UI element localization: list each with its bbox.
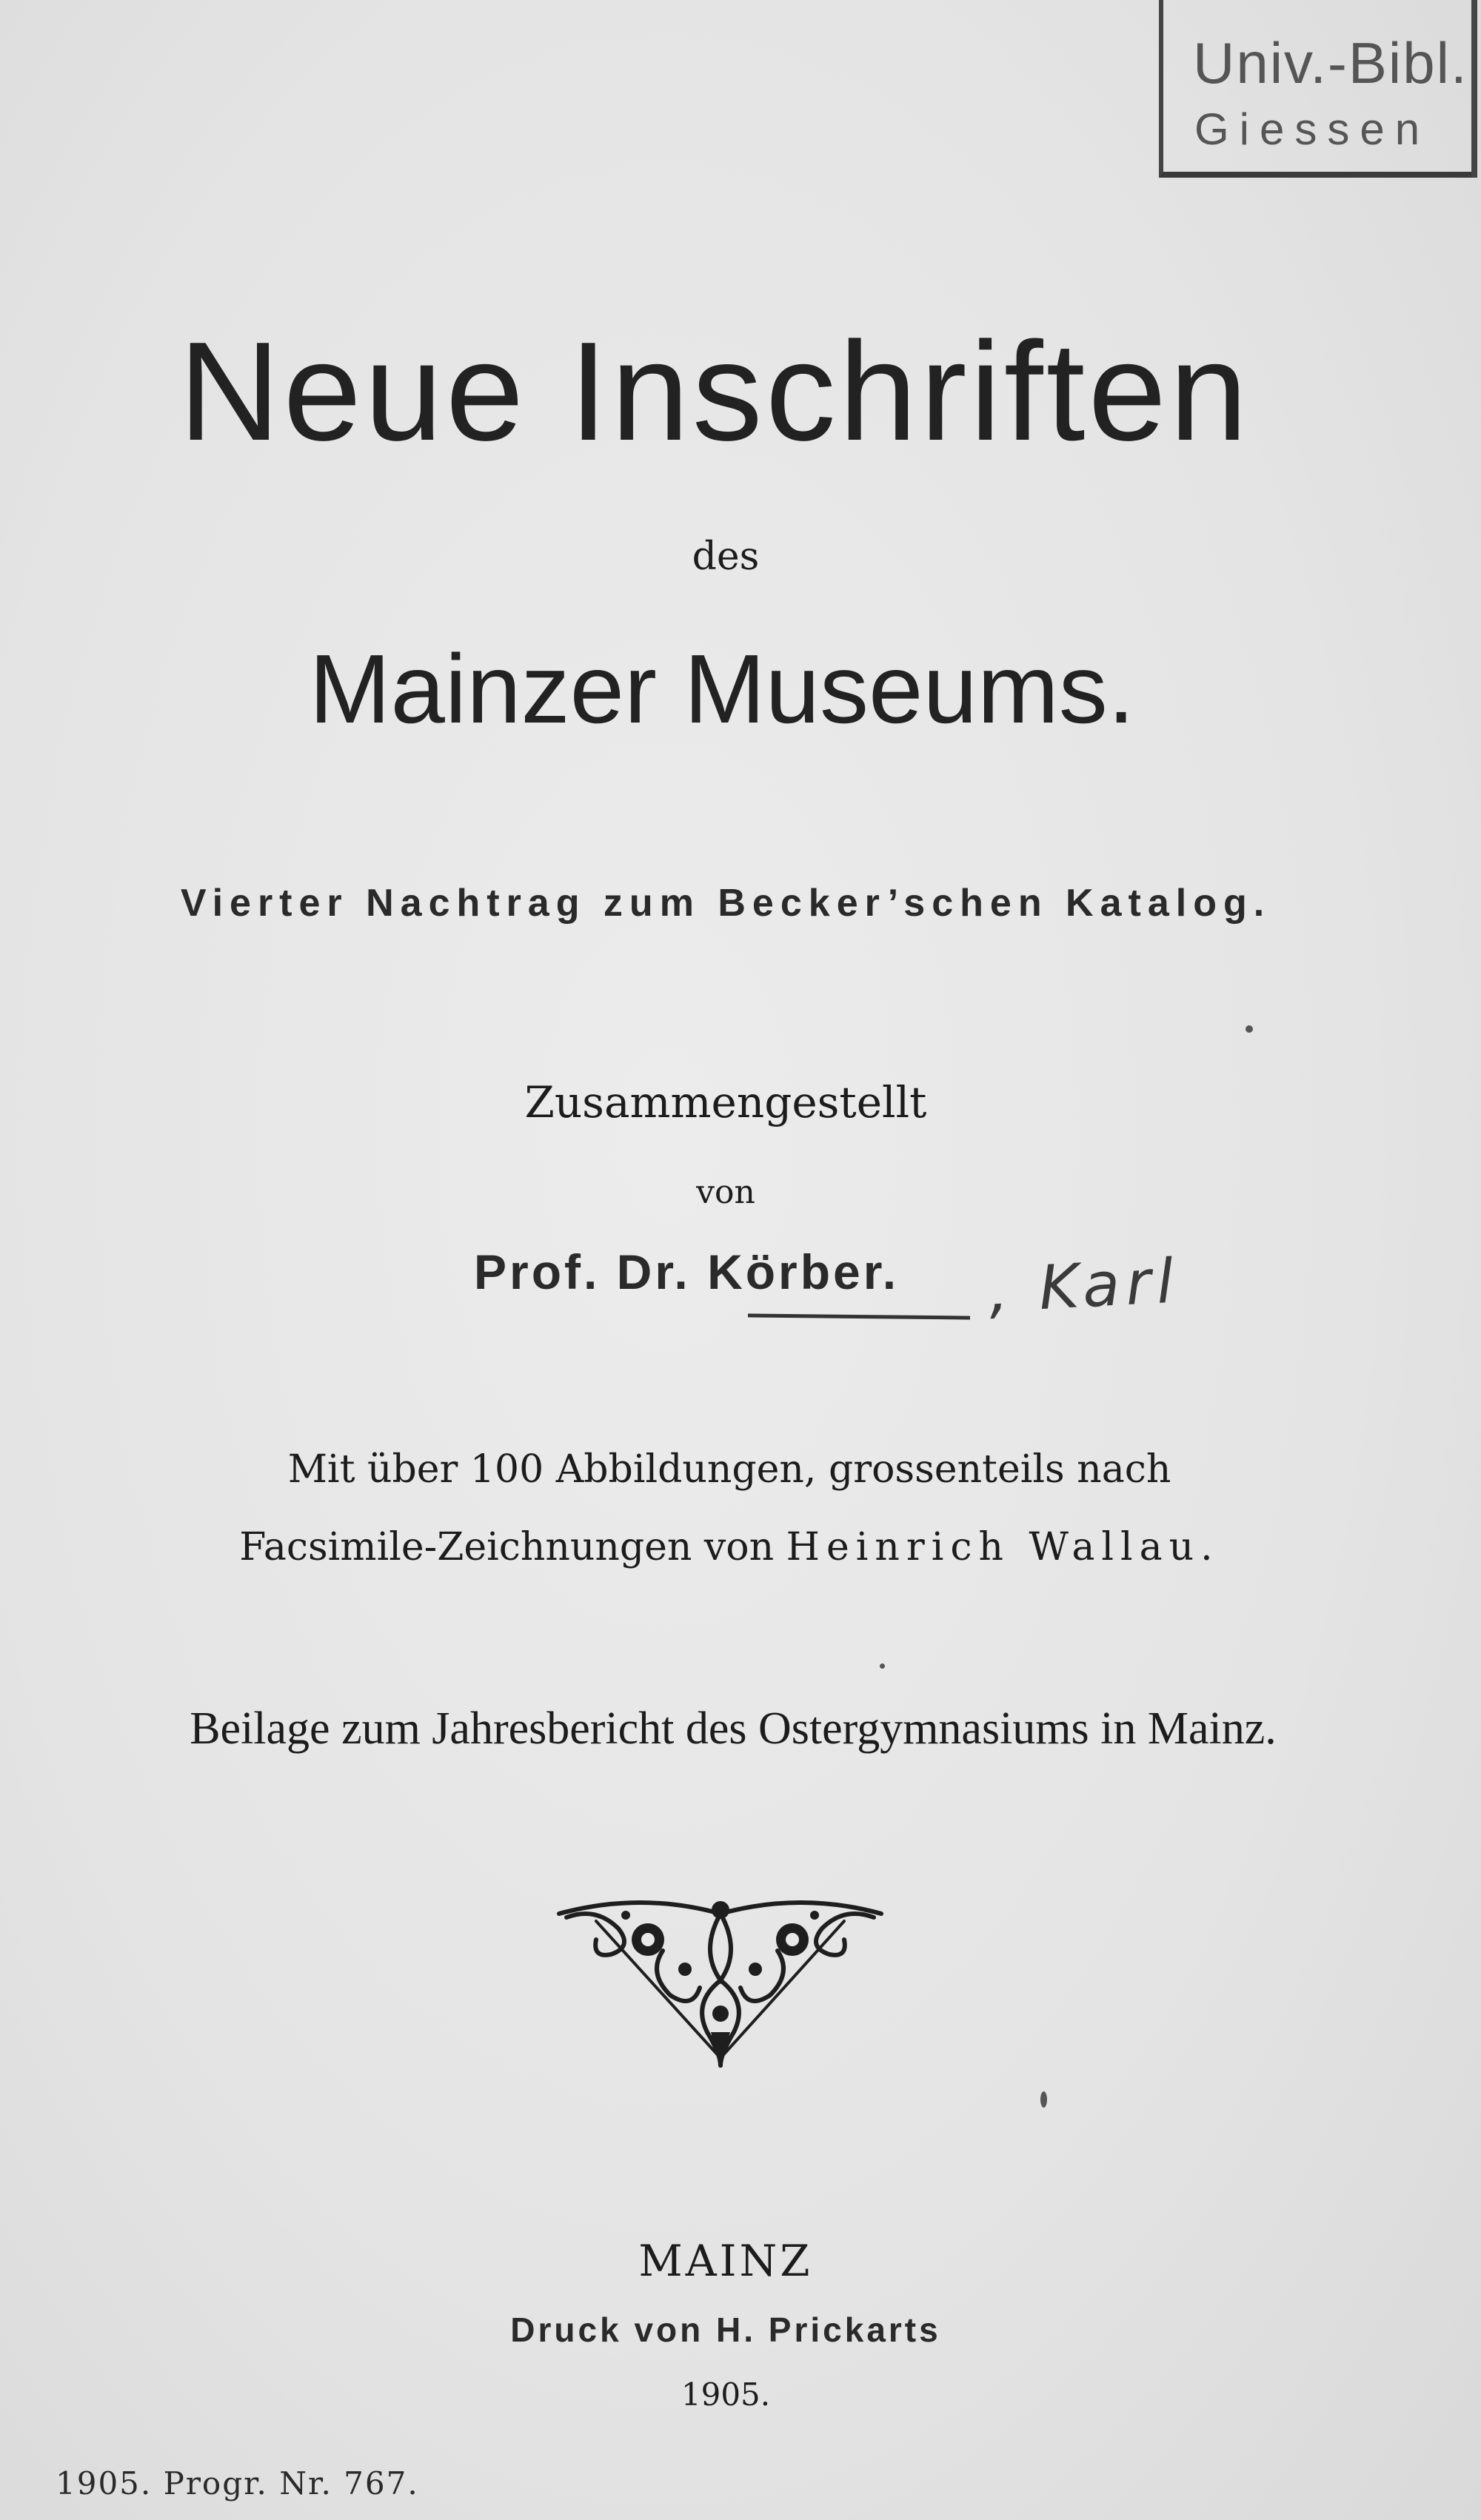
author-name xyxy=(474,1244,899,1300)
author-prefix: Prof. Dr. xyxy=(474,1244,691,1299)
imprint-year: 1905. xyxy=(681,2376,771,2413)
illustrations-line-2-text: Facsimile-Zeichnungen von xyxy=(239,1525,775,1569)
by-label: von xyxy=(696,1173,755,1211)
author-surname: Körber. xyxy=(707,1244,900,1299)
stamp-border xyxy=(1471,0,1477,178)
imprint-place: MAINZ xyxy=(638,2236,813,2286)
supplement-line: Vierter Nachtrag zum Becker’schen Katalog. xyxy=(180,882,1271,925)
paper-speck xyxy=(1246,1025,1253,1033)
paper-speck xyxy=(1040,2091,1047,2108)
illustrations-line-2 xyxy=(0,1525,1470,1569)
floral-ornament-icon xyxy=(552,1884,889,2069)
program-number: 1905. Progr. Nr. 767. xyxy=(56,2465,419,2501)
handwritten-first-name: , Karl xyxy=(986,1246,1182,1327)
library-stamp xyxy=(1159,0,1477,178)
illustrations-line-1: Mit über 100 Abbildungen, grossenteils nach xyxy=(287,1447,1171,1492)
school-report-note: Beilage zum Jahresbericht des Ostergymnasiums in Mainz. xyxy=(190,1703,1277,1754)
paper-speck xyxy=(880,1663,885,1669)
book-title: Neue Inschriften xyxy=(178,313,1251,470)
imprint-printer: Druck von H. Prickarts xyxy=(510,2310,941,2349)
stamp-library-name: Univ.-Bibl. xyxy=(1193,30,1468,95)
title-connector: des xyxy=(692,535,760,579)
compiled-label: Zusammengestellt xyxy=(524,1077,927,1127)
book-subtitle: Mainzer Museums. xyxy=(309,634,1135,743)
handwritten-underline xyxy=(748,1313,970,1319)
illustrator-name: Heinrich Wallau. xyxy=(786,1525,1220,1569)
stamp-city: Giessen xyxy=(1194,104,1431,154)
